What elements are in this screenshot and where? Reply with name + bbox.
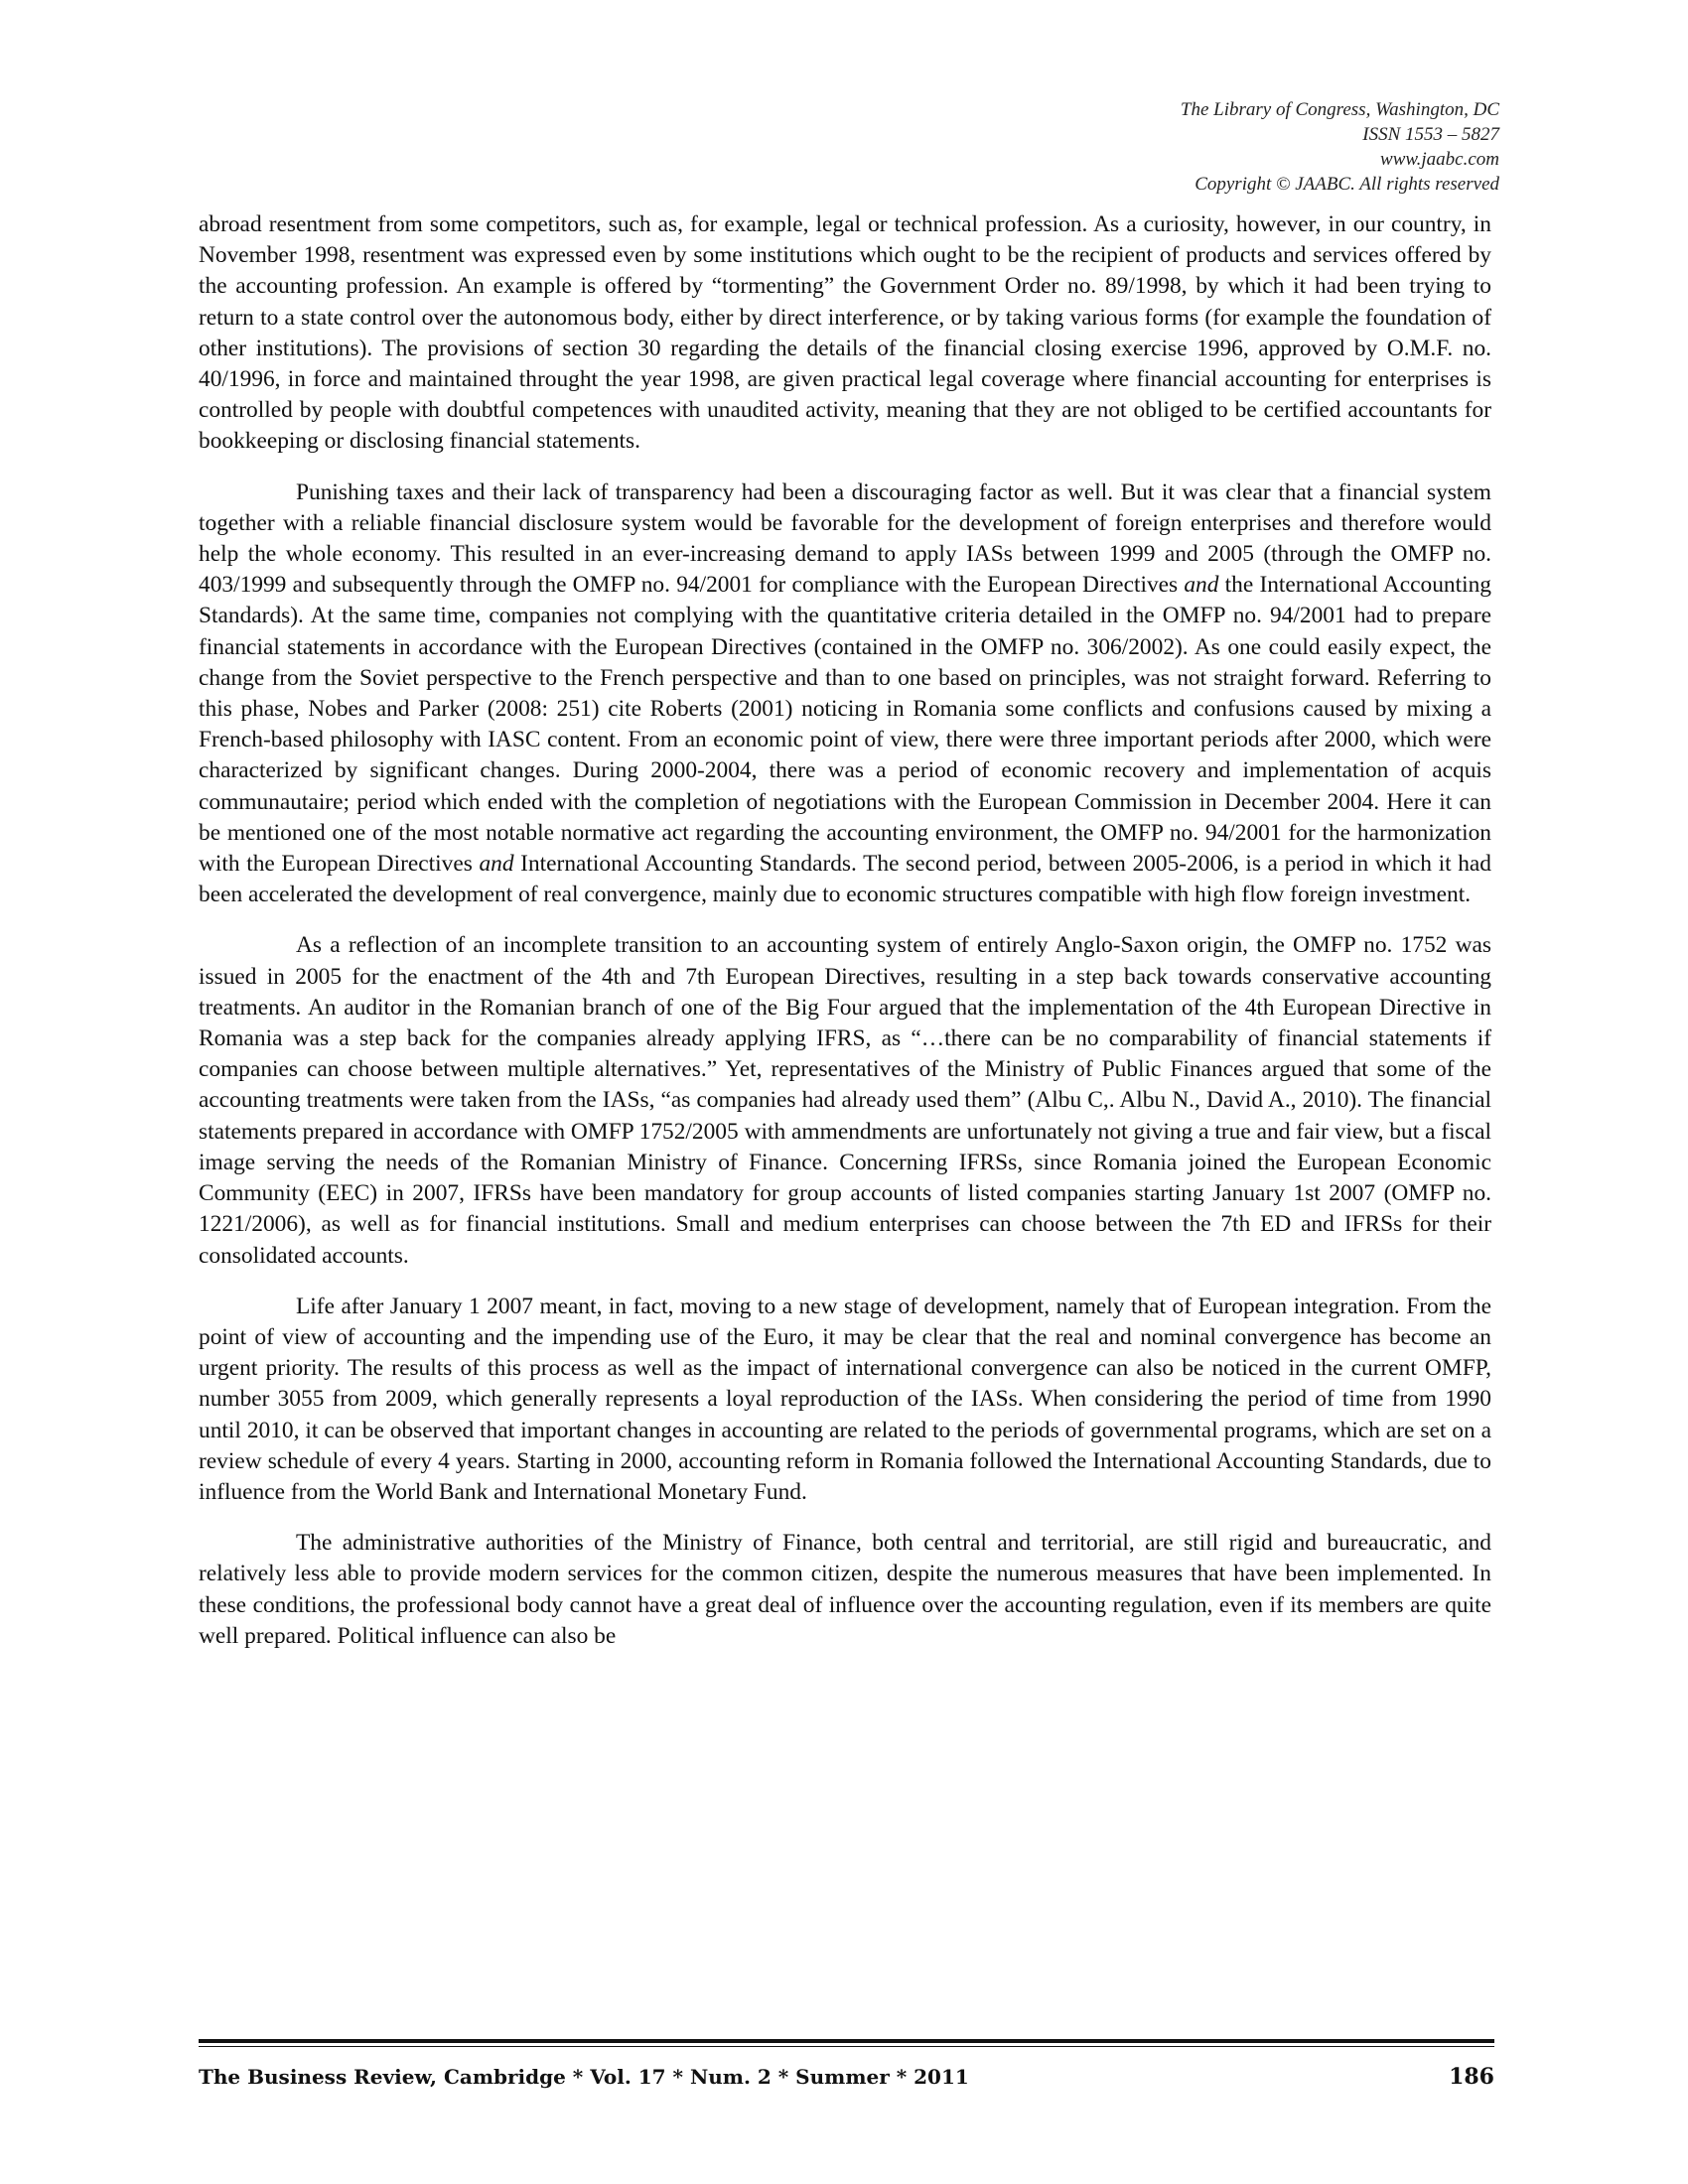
header-issn-line: ISSN 1553 – 5827 — [1362, 124, 1499, 145]
paragraph-1: abroad resentment from some competitors, such as, for example, legal or technical profession. As a curiosity, however, in our country, in November 1998, resentment was expressed even by some institutions which ought to be the recipient of products and services offered by the accounting profession. An example is offered by “tormenting” the Government Order no. 89/1998, by which it had been trying to return to a state control over the autonomous body, either by direct interference, or by taking various forms (for example the foundation of other institutions). The provisions of section 30 regarding the details of the financial closing exercise 1996, approved by O.M.F. no. 40/1996, in force and maintained throught the year 1998, are given practical legal coverage where financial accounting for enterprises is controlled by people with doubtful competences with unaudited activity, meaning that they are not obliged to be certified accountants for bookkeeping or disclosing financial statements. — [199, 211, 1491, 455]
header-website-line: www.jaabc.com — [1380, 149, 1499, 170]
paragraph-3: As a reflection of an incomplete transition to an accounting system of entirely Anglo-Saxon origin, the OMFP no. 1752 was issued in 2005 for the enactment of the 4th and 7th European Directives, resulting in a step back towards conservative accounting treatments. An auditor in the Romanian branch of one of the Big Four argued that the implementation of the 4th European Directive in Romania was a step back for the companies already applying IFRS, as “…there can be no comparability of financial statements if companies can choose between multiple alternatives.” Yet, representatives of the Ministry of Public Finances argued that some of the accounting treatments were taken from the IASs, “as companies had already used them” (Albu C,. Albu N., David A., 2010). The financial statements prepared in accordance with OMFP 1752/2005 with ammendments are unfortunately not giving a true and fair view, but a fiscal image serving the needs of the Romanian Ministry of Finance. Concerning IFRSs, since Romania joined the European Economic Community (EEC) in 2007, IFRSs have been mandatory for group accounts of listed companies starting January 1st 2007 (OMFP no. 1221/2006), as well as for financial institutions. Small and medium enterprises can choose between the 7th ED and IFRSs for their consolidated accounts. — [199, 932, 1491, 1269]
article-body — [199, 209, 1491, 1652]
paragraph-2-italic-and-2: and — [479, 851, 514, 878]
page-number: 186 — [1449, 2064, 1494, 2090]
paragraph-4: Life after January 1 2007 meant, in fact, moving to a new stage of development, namely that of European integration. From the point of view of accounting and the impending use of the Euro, it may be clear that the real and nominal convergence has become an urgent priority. The results of this process as well as the impact of international convergence can also be noticed in the current OMFP, number 3055 from 2009, which generally represents a loyal reproduction of the IASs. When considering the period of time from 1990 until 2010, it can be observed that important changes in accounting are related to the periods of governmental programs, which are set on a review schedule of every 4 years. Starting in 2000, accounting reform in Romania followed the International Accounting Standards, due to influence from the World Bank and International Monetary Fund. — [199, 1293, 1491, 1505]
header-copyright-line: Copyright © JAABC. All rights reserved — [1195, 174, 1499, 195]
paragraph-2-part-3: International Accounting Standards. The second period, between 2005-2006, is a period in which it had been accelerated the development of real convergence, mainly due to economic structures compatible with high flow foreign investment. — [199, 851, 1491, 908]
footer-rule-thick — [199, 2039, 1494, 2043]
paragraph-2-italic-and-1: and — [1184, 572, 1219, 599]
paragraph-2-part-1: Punishing taxes and their lack of transparency had been a discouraging factor as well. But it was clear that a financial system together with a reliable financial disclosure system would be favorable for the development of foreign enterprises and therefore would help the whole economy. This resulted in an ever-increasing demand to apply IASs between 1999 and 2005 (through the OMFP no. 403/1999 and subsequently through the OMFP no. 94/2001 for compliance with the European Directives — [199, 478, 1491, 599]
paragraph-2-part-2: the International Accounting Standards). At the same time, companies not complying with the quantitative criteria detailed in the OMFP no. 94/2001 had to prepare financial statements in accordance with the European Directives (contained in the OMFP no. 306/2002). As one could easily expect, the change from the Soviet perspective to the French perspective and than to one based on principles, was not straight forward. Referring to this phase, Nobes and Parker (2008: 251) cite Roberts (2001) noticing in Romania some conflicts and confusions caused by mixing a French-based philosophy with IASC content. From an economic point of view, there were three important periods after 2000, which were characterized by significant changes. During 2000-2004, there was a period of economic recovery and implementation of acquis communautaire; period which ended with the completion of negotiations with the European Commission in December 2004. Here it can be mentioned one of the most notable normative act regarding the accounting environment, the OMFP no. 94/2001 for the harmonization with the European Directives — [199, 572, 1491, 878]
header-library-line: The Library of Congress, Washington, DC — [1180, 99, 1499, 120]
footer-journal-citation: The Business Review, Cambridge * Vol. 17 * Num. 2 * Summer * 2011 — [199, 2065, 969, 2089]
paragraph-5: The administrative authorities of the Ministry of Finance, both central and territorial, are still rigid and bureaucratic, and relatively less able to provide modern services for the common citizen, despite the numerous measures that have been implemented. In these conditions, the professional body cannot have a great deal of influence over the accounting regulation, even if its members are quite well prepared. Political influence can also be — [199, 1530, 1491, 1649]
paragraph-2 — [199, 478, 1491, 911]
running-header — [804, 97, 1499, 197]
footer-rule-thin — [199, 2046, 1494, 2047]
running-footer — [199, 2064, 1494, 2090]
